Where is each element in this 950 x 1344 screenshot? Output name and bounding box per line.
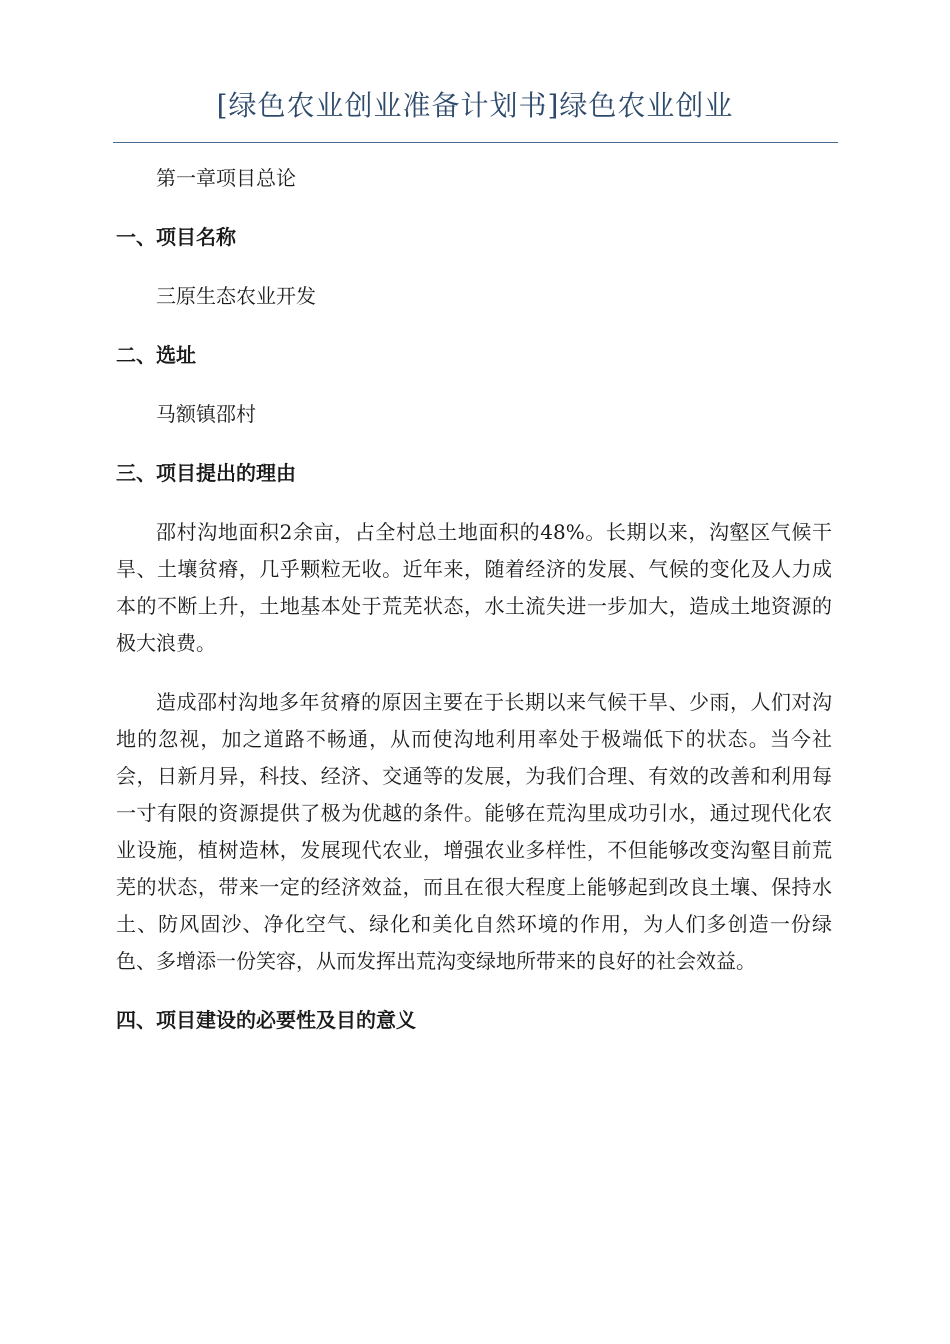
section-heading-reasons: 三、项目提出的理由 xyxy=(116,461,296,485)
title-divider xyxy=(113,142,838,143)
reasons-paragraph-2: 造成邵村沟地多年贫瘠的原因主要在于长期以来气候干旱、少雨，人们对沟地的忽视，加之道路不畅通，从而使沟地利用率处于极端低下的状态。当今社会，日新月异，科技、经济、交通等的发展，为我们合理、有效的改善和利用每一寸有限的资源提供了极为优越的条件。能够在荒沟里成功引水，通过现代化农业设施，植树造林，发展现代农业，增强农业多样性，不但能够改变沟壑目前荒芜的状态，带来一定的经济效益，而且在很大程度上能够起到改良土壤、保持水土、防风固沙、净化空气、绿化和美化自然环境的作用，为人们多创造一份绿色、多增添一份笑容，从而发挥出荒沟变绿地所带来的良好的社会效益。 xyxy=(116,690,832,973)
section-heading-name: 一、项目名称 xyxy=(116,225,236,249)
chapter-heading: 第一章项目总论 xyxy=(156,166,296,190)
project-name-text: 三原生态农业开发 xyxy=(156,284,316,308)
document-title: [绿色农业创业准备计划书]绿色农业创业 xyxy=(216,89,734,122)
document-body xyxy=(116,160,832,1039)
location-text: 马额镇邵村 xyxy=(156,402,256,426)
section-heading-location: 二、选址 xyxy=(116,343,196,367)
reasons-paragraph-1: 邵村沟地面积2余亩，占全村总土地面积的48%。长期以来，沟壑区气候干旱、土壤贫瘠，几乎颗粒无收。近年来，随着经济的发展、气候的变化及人力成本的不断上升，土地基本处于荒芜状态，水土流失进一步加大，造成土地资源的极大浪费。 xyxy=(116,520,832,655)
section-heading-necessity: 四、项目建设的必要性及目的意义 xyxy=(116,1008,416,1032)
